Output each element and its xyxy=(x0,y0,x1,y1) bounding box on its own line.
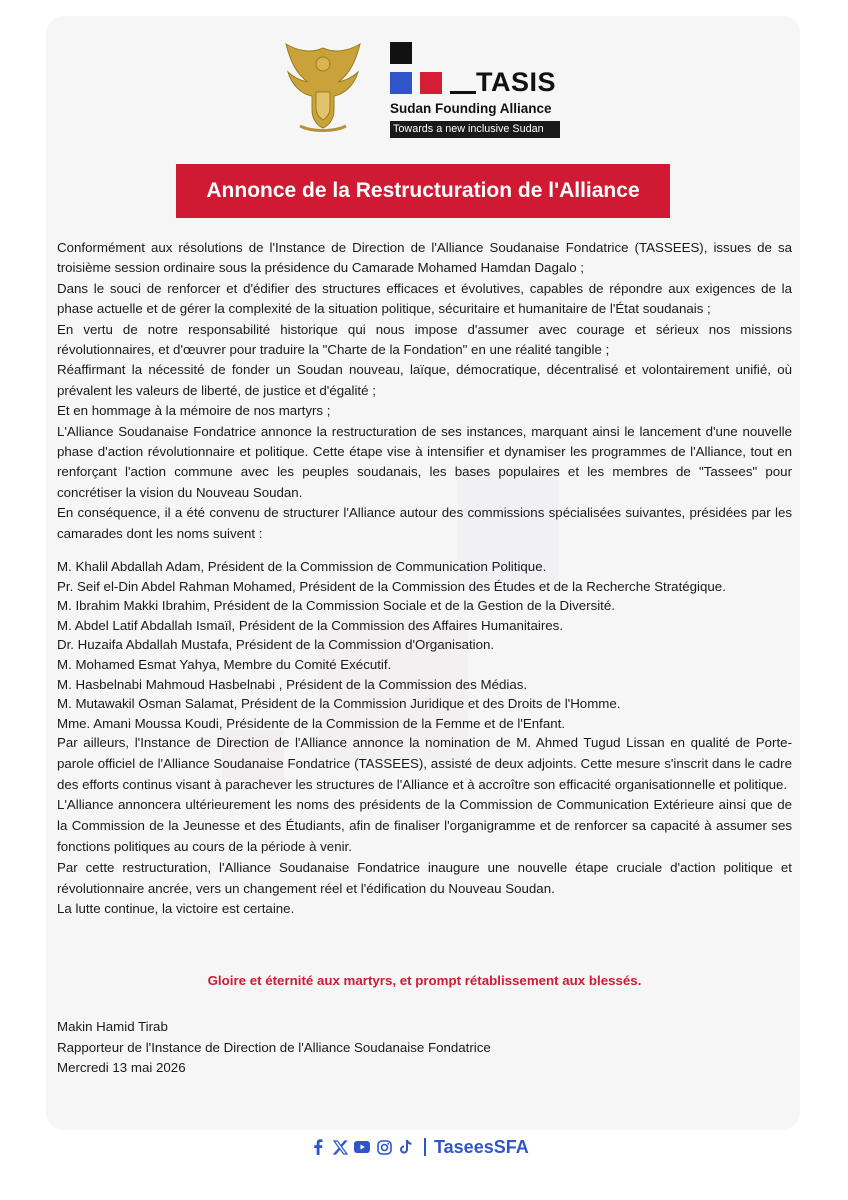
logo-square-red xyxy=(420,72,442,94)
signature-date: Mercredi 13 mai 2026 xyxy=(57,1060,186,1075)
intro-paragraphs xyxy=(57,238,792,544)
title-banner xyxy=(176,164,670,218)
document-title: Annonce de la Restructuration de l'Alliance xyxy=(206,179,640,202)
logo-org-name: Sudan Founding Alliance xyxy=(390,101,552,116)
paragraph: Et en hommage à la mémoire de nos martyrs ; xyxy=(57,403,331,419)
paragraph: Réaffirmant la nécessité de fonder un Soudan nouveau, laïque, démocratique, décentralisé et volontairement unifié, où prévalent les valeurs de liberté, de justice et d'égalité ; xyxy=(57,362,792,398)
signature-block xyxy=(57,1017,491,1079)
tiktok-icon[interactable] xyxy=(398,1139,414,1155)
logo-tagline: Towards a new inclusive Sudan xyxy=(390,121,560,138)
list-item: M. Abdel Latif Abdallah Ismaïl, Président de la Commission des Affaires Humanitaires. xyxy=(57,617,564,633)
paragraph: Par ailleurs, l'Instance de Direction de l'Alliance annonce la nomination de M. Ahmed Tugud Lissan en qualité de Porte-parole officiel de l'Alliance Soudanaise Fondatrice (TASSEES), assisté de deux adjoints. Cette mesure s'inscrit dans le cadre des efforts continus visant à parachever les structures de l'Alliance et à accroître son efficacité organisationnelle et politique. xyxy=(57,735,792,792)
appointments-list xyxy=(57,557,797,733)
paragraph: Conformément aux résolutions de l'Instance de Direction de l'Alliance Soudanaise Fondatrice (TASSEES), issues de sa troisième session ordinaire sous la présidence du Camarade Mohamed Hamdan Dagalo ; xyxy=(57,240,792,276)
footer-divider xyxy=(424,1138,426,1156)
list-item: M. Khalil Abdallah Adam, Président de la Commission de Communication Politique. xyxy=(57,559,547,574)
facebook-icon[interactable] xyxy=(310,1139,326,1155)
list-item: M. Mutawakil Osman Salamat, Président de la Commission Juridique et des Droits de l'Homme. xyxy=(57,696,621,712)
paragraph: L'Alliance annoncera ultérieurement les noms des présidents de la Commission de Communication Extérieure ainsi que de la Commission de la Jeunesse et des Étudiants, afin de finaliser l'organigramme et de renforcer sa capacité à assumer ses fonctions politiques au cours de la période à venir. xyxy=(57,797,792,854)
x-icon[interactable] xyxy=(332,1139,348,1155)
paragraph: En vertu de notre responsabilité historique qui nous impose d'assumer avec courage et sérieux nos missions révolutionnaires, et d'œuvrer pour traduire la "Charte de la Fondation" en une réalité tangible ; xyxy=(57,321,792,358)
list-item: M. Hasbelnabi Mahmoud Hasbelnabi , Président de la Commission des Médias. xyxy=(57,676,528,692)
tasis-logo xyxy=(390,42,570,138)
social-handle[interactable]: TaseesSFA xyxy=(434,1136,529,1157)
sudan-eagle-emblem-icon xyxy=(282,40,364,135)
list-item: M. Ibrahim Makki Ibrahim, Président de la Commission Sociale et de la Gestion de la Diversité. xyxy=(57,598,615,614)
list-item: M. Mohamed Esmat Yahya, Membre du Comité Exécutif. xyxy=(57,656,392,672)
paragraph: En conséquence, il a été convenu de structurer l'Alliance autour des commissions spécialisées suivantes, présidées par les camarades dont les noms suivent : xyxy=(57,505,792,541)
logo-dash xyxy=(450,91,476,94)
logo-brand: TASIS xyxy=(476,67,557,97)
paragraph: Par cette restructuration, l'Alliance Soudanaise Fondatrice inaugure une nouvelle étape cruciale d'action politique et révolutionnaire ancrée, vers un changement réel et l'édification du Nouveau Soudan. xyxy=(57,859,792,896)
paragraph: La lutte continue, la victoire est certaine. xyxy=(57,901,295,917)
youtube-icon[interactable] xyxy=(354,1139,370,1155)
logo-square-blue xyxy=(390,72,412,94)
list-item: Pr. Seif el-Din Abdel Rahman Mohamed, Président de la Commission des Études et de la Recherche Stratégique. xyxy=(57,578,726,594)
social-footer xyxy=(310,1136,529,1158)
list-item: Dr. Huzaifa Abdallah Mustafa, Président de la Commission d'Organisation. xyxy=(57,637,495,653)
closing-slogan: Gloire et éternité aux martyrs, et prompt rétablissement aux blessés. xyxy=(207,973,642,988)
signatory-title: Rapporteur de l'Instance de Direction de l'Alliance Soudanaise Fondatrice xyxy=(57,1039,491,1055)
logo-square-black xyxy=(390,42,412,64)
paragraph: Dans le souci de renforcer et d'édifier des structures efficaces et évolutives, capables de répondre aux exigences de la phase actuelle et de gérer la complexité de la situation politique, sécuritaire et humanitaire de l'État soudanais ; xyxy=(57,280,792,317)
instagram-icon[interactable] xyxy=(376,1139,392,1155)
closing-paragraphs xyxy=(57,733,792,920)
list-item: Mme. Amani Moussa Koudi, Présidente de la Commission de la Femme et de l'Enfant. xyxy=(57,715,566,731)
signatory-name: Makin Hamid Tirab xyxy=(57,1019,168,1034)
paragraph: L'Alliance Soudanaise Fondatrice annonce la restructuration de ses instances, marquant ainsi le lancement d'une nouvelle phase d'action révolutionnaire et politique. Cette étape vise à intensifier et dynamiser les programmes de l'Alliance, tout en renforçant l'action commune avec les peuples soudanais, les bases populaires et les membres de "Tassees" pour concrétiser la vision du Nouveau Soudan. xyxy=(57,423,792,500)
